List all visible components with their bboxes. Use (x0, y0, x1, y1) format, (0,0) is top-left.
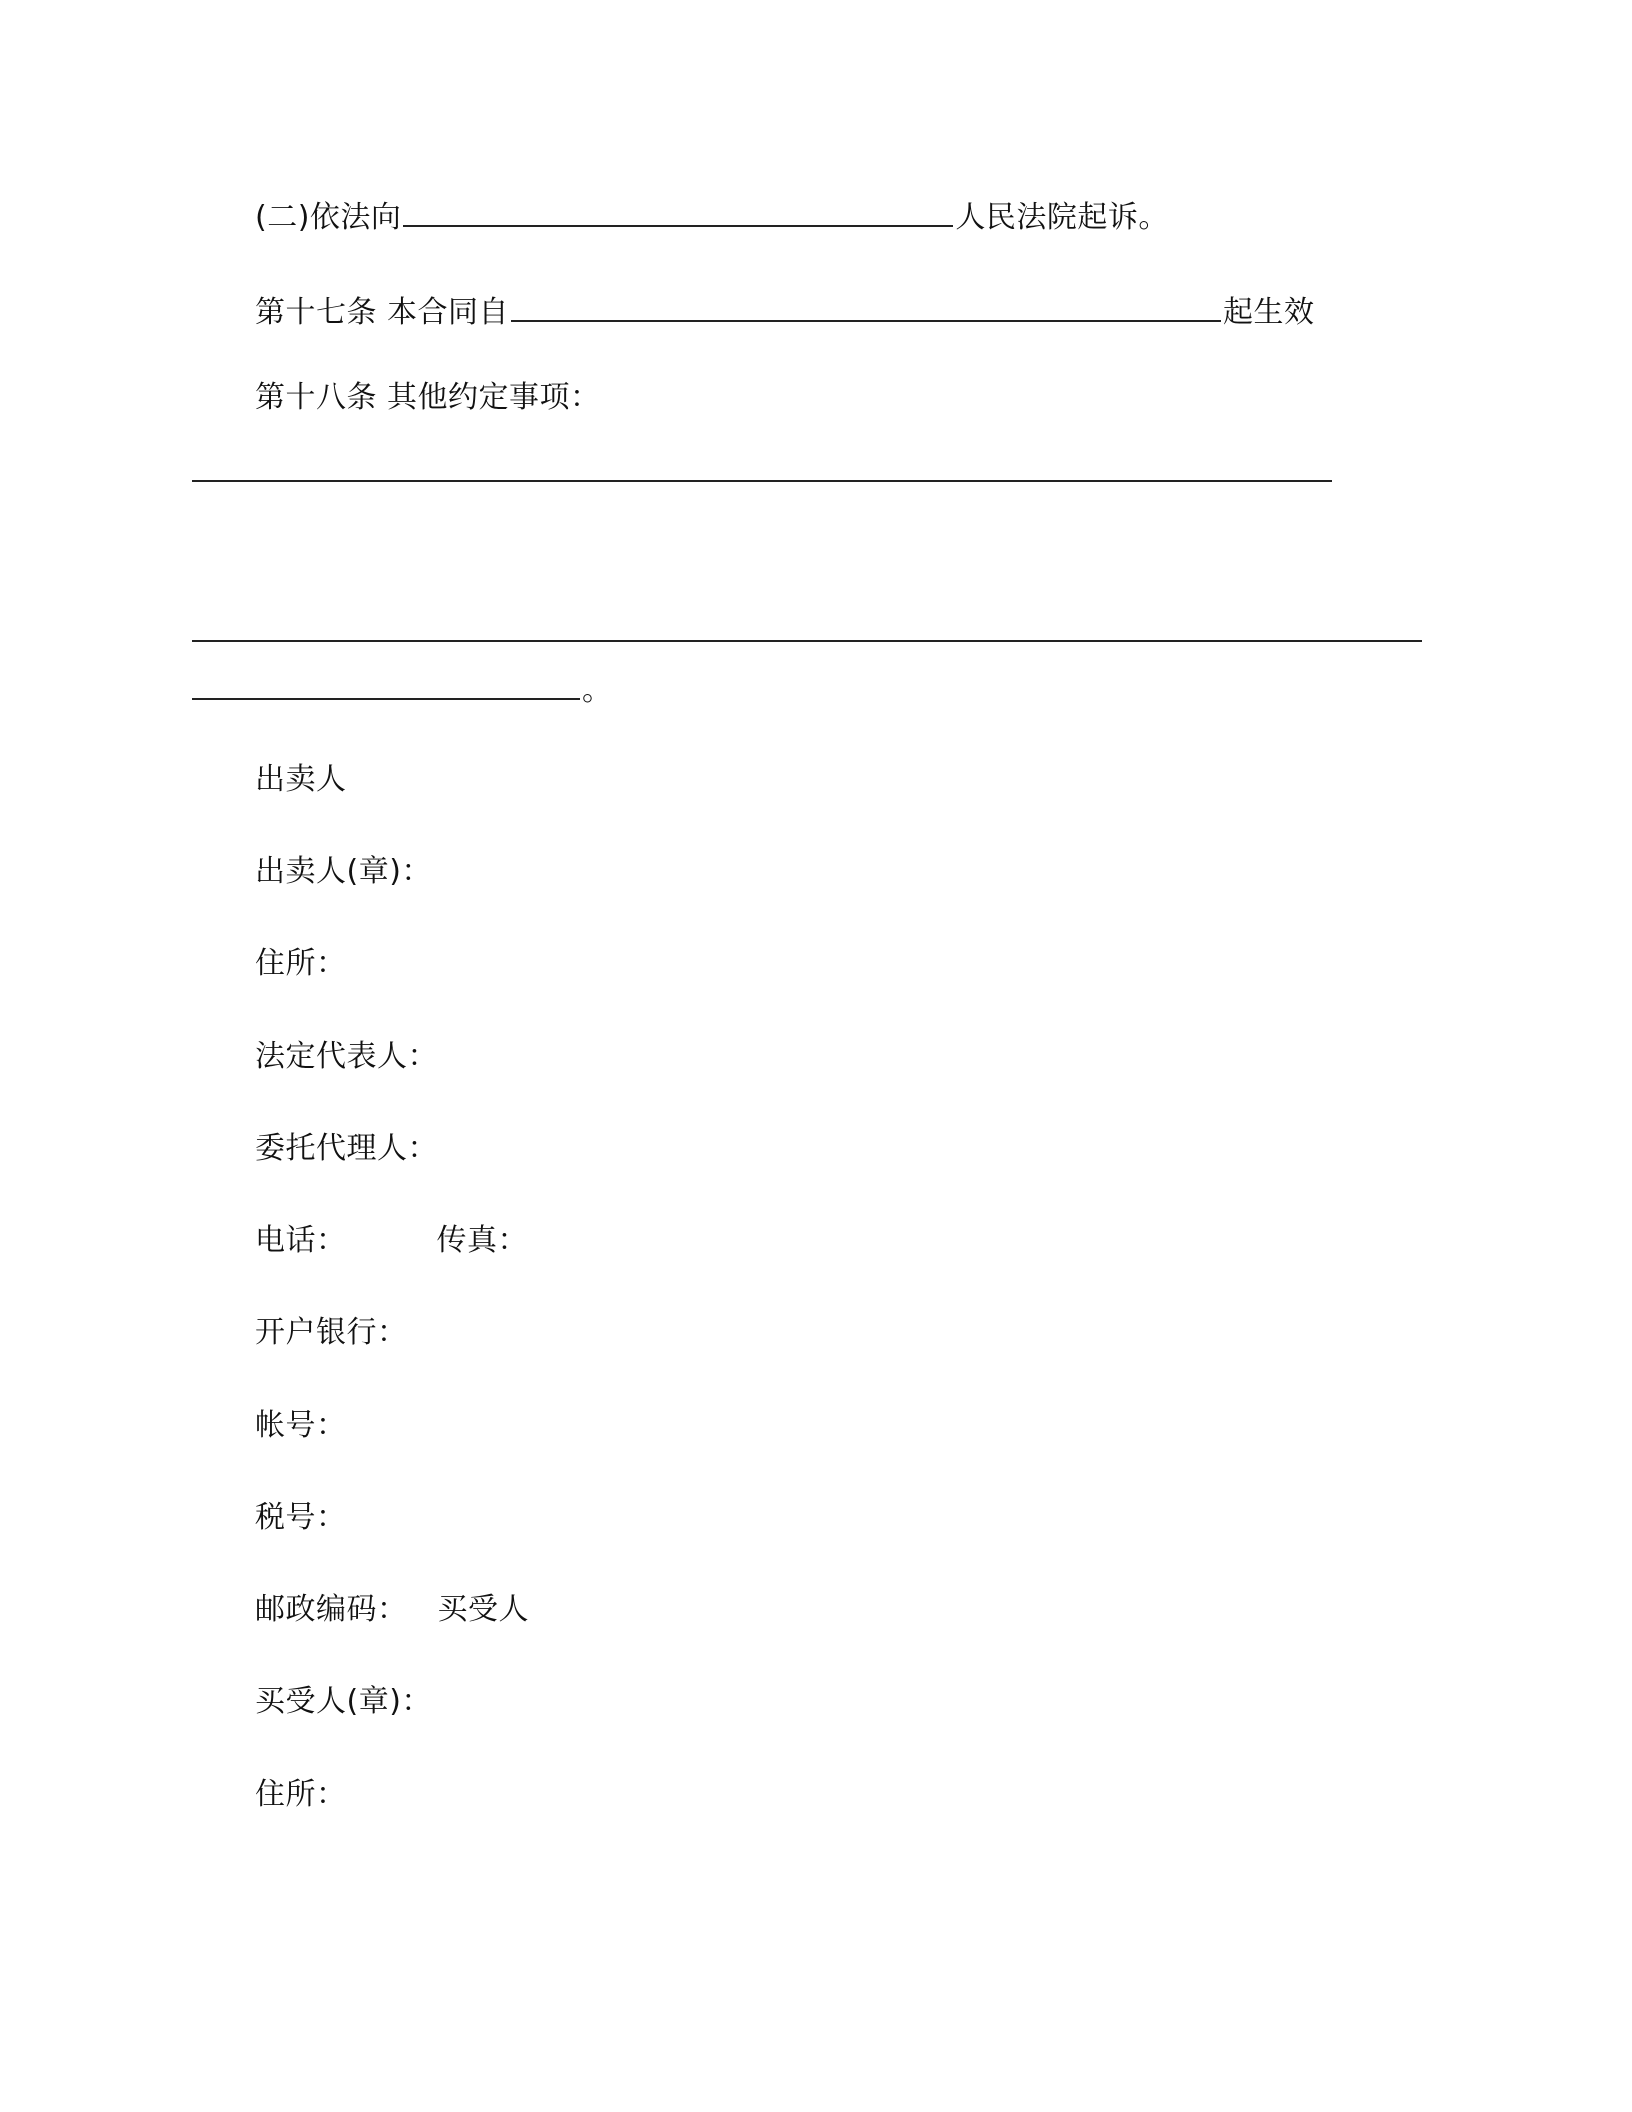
seller-legal-rep-label: 法定代表人： (255, 1039, 438, 1074)
court-clause-suffix: 人民法院起诉。 (955, 200, 1169, 235)
other-matters-blank-line-2[interactable] (192, 640, 1422, 642)
seller-contact-row (255, 1221, 528, 1261)
other-matters-blank-line-3[interactable] (192, 668, 580, 700)
seller-tax-label: 税号： (255, 1500, 347, 1535)
buyer-seal-label: 买受人(章)： (255, 1684, 432, 1719)
effective-clause-suffix: 起生效 (1223, 295, 1315, 330)
seller-phone-label: 电话： (255, 1223, 347, 1258)
other-matters-clause: 第十八条 其他约定事项： (255, 380, 601, 415)
effective-date-blank[interactable] (511, 290, 1221, 322)
seller-seal-label: 出卖人(章)： (255, 854, 432, 889)
buyer-heading: 买受人 (437, 1592, 529, 1627)
seller-agent-label: 委托代理人： (255, 1131, 438, 1166)
seller-fax-label: 传真： (436, 1223, 528, 1258)
seller-account-label: 帐号： (255, 1408, 347, 1443)
other-matters-blank-line-1[interactable] (192, 480, 1332, 482)
effective-clause (255, 290, 1315, 333)
effective-clause-prefix: 第十七条 本合同自 (255, 295, 510, 330)
court-name-blank[interactable] (403, 195, 953, 227)
seller-heading: 出卖人 (255, 762, 347, 797)
seller-postcode-label: 邮政编码： (255, 1592, 408, 1627)
seller-bank-label: 开户银行： (255, 1315, 408, 1350)
court-clause-prefix: (二)依法向 (255, 200, 402, 235)
court-clause (255, 195, 1169, 238)
seller-address-label: 住所： (255, 946, 347, 981)
other-matters-end-mark: 。 (582, 673, 613, 708)
other-matters-last-line (192, 668, 613, 711)
postcode-buyer-row (255, 1590, 529, 1630)
buyer-address-label: 住所： (255, 1777, 347, 1812)
